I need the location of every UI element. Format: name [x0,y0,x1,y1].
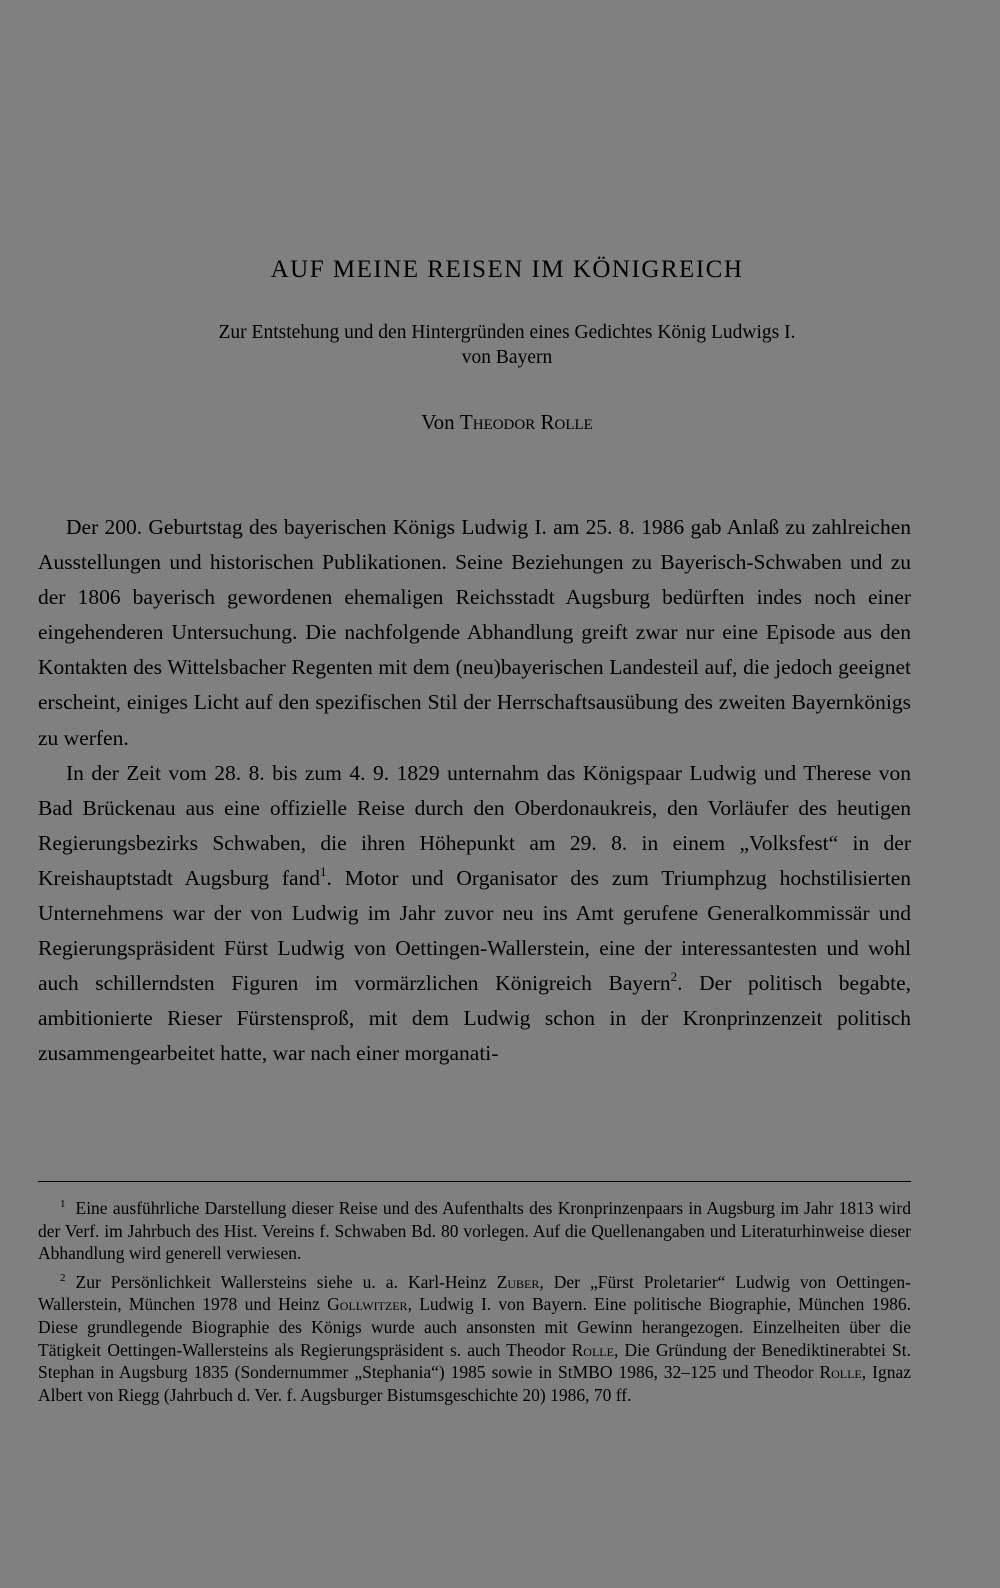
author-name: Theodor Rolle [459,410,593,434]
footnote-divider [38,1181,911,1182]
footnote-2 [38,1267,911,1407]
paragraph-2 [38,756,911,1072]
article-subtitle [0,320,1000,370]
footnote-2-text-e: , Ignaz Albert von Riegg (Jahrbuch d. Ver. f. Augsburger Bistumsgeschichte 20) 1986, 70 ff. [38,1362,911,1405]
author-prefix: Von [421,410,455,434]
footnote-2-mark: 2 [60,1271,66,1284]
footnote-2-text-a: Zur Persönlichkeit Wallersteins siehe u. a. Karl-Heinz [75,1271,487,1292]
footnotes [38,1193,911,1408]
footnote-ref-2: 2 [670,969,678,985]
author-ref-rolle-1: Rolle [571,1339,614,1360]
article-title: AUF MEINE REISEN IM KÖNIGREICH [270,256,744,283]
subtitle-line-2: von Bayern [461,347,553,368]
paragraph-1: Der 200. Geburtstag des bayerischen Königs Ludwig I. am 25. 8. 1986 gab Anlaß zu zahlreichen Ausstellungen und historischen Publikationen. Seine Beziehungen zu Bayerisch-Schwaben und zu der 1806 bayerisch gewordenen ehemaligen Reichsstadt Augsburg bedürften indes noch einer eingehenderen Untersuchung. Die nachfolgende Abhandlung greift zwar nur eine Episode aus den Kontakten des Wittelsbacher Regenten mit dem (neu)bayerischen Landesteil auf, die jedoch geeignet erscheint, einiges Licht auf den spezifischen Stil der Herrschaftsausübung des zweiten Bayernkönigs zu werfen. [38,515,911,750]
footnote-2-text-c: , Ludwig I. von Bayern. Eine politische Biographie, München 1986. Diese grundlegende Biographie des Königs wurde auch ansonsten mit Gewinn herangezogen. Einzelheiten über die Tätigkeit Oettingen-Wallersteins als Regierungspräsident s. auch Theodor [38,1294,911,1360]
subtitle-line-1: Zur Entstehung und den Hintergründen eines Gedichtes König Ludwigs I. [218,322,796,343]
footnote-ref-1: 1 [320,863,327,879]
paragraph-2-part-a: In der Zeit vom 28. 8. bis zum 4. 9. 1829 unternahm das Königspaar Ludwig und Therese von Bad Brückenau aus eine offizielle Reise durch den Oberdonaukreis, den Vorläufer des heutigen Regierungsbezirks Schwaben, die ihren Höhepunkt am 29. 8. in einem „Volksfest“ in der Kreishauptstadt Augsburg fand [38,760,911,890]
author-ref-rolle-2: Rolle [819,1362,862,1383]
author-ref-gollwitzer: Gollwitzer [327,1294,408,1315]
footnote-2-text-d: , Die Gründung der Benediktinerabtei St. Stephan in Augsburg 1835 (Sondernummer „Stephania“) 1985 sowie in StMBO 1986, 32–125 und Theodor [38,1339,912,1383]
body-text [38,510,911,1072]
footnote-1-mark: 1 [60,1198,66,1210]
paragraph-2-part-c: . Der politisch begabte, ambitionierte Rieser Fürstensproß, mit dem Ludwig schon in der Kronprinzenzeit politisch zusammengearbeitet hatte, war nach einer morganati- [38,971,911,1066]
footnote-1-text: Eine ausführliche Darstellung dieser Reise und des Aufenthalts des Kronprinzenpaars in Augsburg im Jahr 1813 wird der Verf. im Jahrbuch des Hist. Vereins f. Schwaben Bd. 80 vorlegen. Auf die Quellenangaben und Literaturhinweise dieser Abhandlung wird generell verwiesen. [38,1198,911,1264]
author-byline [0,410,1000,435]
footnote-2-text-b: , Der „Fürst Proletarier“ Ludwig von Oettingen-Wallerstein, München 1978 und Heinz [38,1271,911,1315]
paragraph-2-part-b: . Motor und Organisator des zum Triumphzug hochstilisierten Unternehmens war der von Ludwig im Jahr zuvor neu ins Amt gerufene Generalkommissär und Regierungspräsident Fürst Ludwig von Oettingen-Wallerstein, eine der interessantesten und wohl auch schillerndsten Figuren im vormärzlichen Königreich Bayern [38,865,911,996]
author-ref-zuber: Zuber [496,1271,540,1292]
footnote-1 [38,1193,911,1265]
